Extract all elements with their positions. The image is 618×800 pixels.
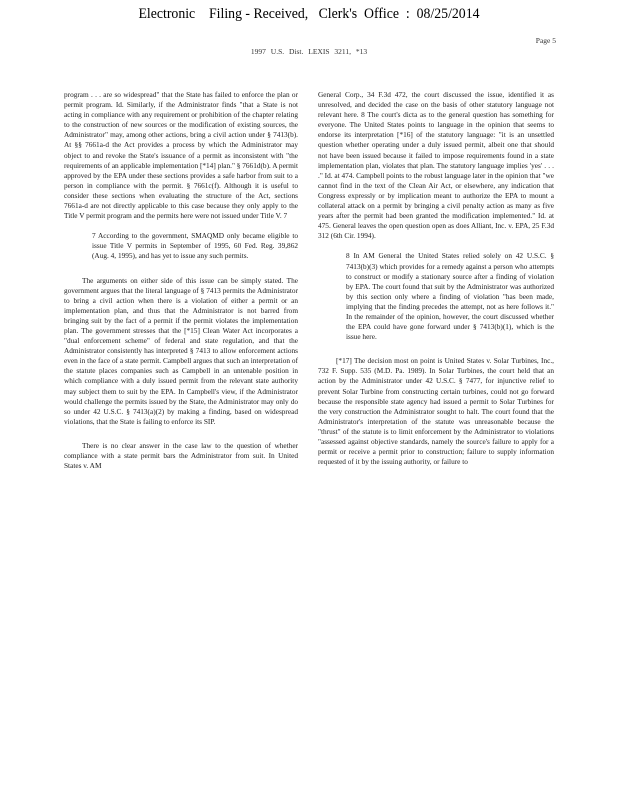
paragraph: The arguments on either side of this issue can be simply stated. The government argues that the literal language of § 7413 permits the Administrator to bring a civil action when there is a violation of either a permit or an implementation plan, and thus that the Administrator is not barred from bringing suit by the fact of a permit if the permit violates the implementation plan. The government stresses that the [*15] Clean Water Act incorporates a "dual enforcement scheme" of federal and state regulation, and that the Administrator consistently has interpreted § 7413 to allow enforcement actions even in the face of a state permit. Campbell argues that such an interpretation of the statute places companies such as Campbell in an untenable position in which compliance with a duly issued permit from the relevant state authority may subject them to suit by the EPA. In Campbell's view, if the Administrator would challenge the permits issued by the State, the Administrator may only do so under 42 U.S.C. § 7413(a)(2) by making a finding, based on widespread violations, that the State is failing to enforce its SIP. [64, 275, 298, 426]
paragraph: program . . . are so widespread" that the State has failed to enforce the plan or permit program. Id. Similarly, if the Administrator finds "that a State is not acting in compliance with any requirement or prohibition of the chapter relating to the construction of new sources or the modification of existing sources, the Administrator" may, among other actions, bring a civil action under § 7413(b). At §§ 7661a-d the Act provides a process by which the Administrator may object to and revoke the State's issuance of a permit as inconsistent with "the requirements of an applicable implementation [*14] plan." § 7661d(b). A permit approved by the EPA under these sections provides a safe harbor from suit to a person in compliance with the permit. § 7661c(f). Although it is useful to consider these sections when evaluating the structure of the Act, sections 7661a-d are not directly applicable to this case because they only apply to the Title V permit program and the permits here were not issued under Title V. 7 [64, 90, 298, 221]
spacer [64, 427, 298, 441]
case-citation: 1997 U.S. Dist. LEXIS 3211, *13 [250, 47, 368, 56]
paragraph: There is no clear answer in the case law to the question of whether compliance with a state permit bars the Administrator from suit. In United States v. AM [64, 440, 298, 471]
spacer [64, 221, 298, 231]
left-column [64, 90, 298, 471]
paragraph: [*17] The decision most on point is United States v. Solar Turbines, Inc., 732 F. Supp. 535 (M.D. Pa. 1989). In Solar Turbines, the court held that an action by the Administrator under 42 U.S.C. § 7477, for injunctive relief to prevent Solar Turbine from constructing certain turbines, could not go forward because the responsible state agency had issued a permit to Solar Turbines for the very construction the Administrator sought to halt. The court found that the Administrator's interpretation of the statute was unreasonable because the "thrust" of the statute is to limit enforcement by the Administrator to violations "assessed against objective standards, namely the source's failure to apply for a permit or receive a permit prior to construction; failure to supply information requested of it by the issuing authority, or failure to [318, 356, 554, 467]
footnote-8: 8 In AM General the United States relied solely on 42 U.S.C. § 7413(b)(3) which provides for a remedy against a person who attempts to construct or modify a stationary source after a finding of violation by EPA. The court found that suit by the Administrator was authorized by this section only where a finding of violation "has been made, implying that the finding precedes the attempt, not as here follows it." In the remainder of the opinion, however, the court discussed whether the EPA could have gone forward under § 7413(b)(1), which is the issue here. [346, 251, 554, 342]
spacer [318, 241, 554, 251]
footnote-7: 7 According to the government, SMAQMD only became eligible to issue Title V permits in September of 1995, 60 Fed. Reg. 39,862 (Aug. 4, 1995), and has yet to issue any such permits. [92, 231, 298, 261]
page-number: Page 5 [535, 36, 556, 45]
right-column [318, 90, 554, 467]
filing-stamp: Electronic Filing - Received, Clerk's Office : 08/25/2014 [138, 6, 480, 22]
spacer [318, 342, 554, 356]
paragraph: General Corp., 34 F.3d 472, the court discussed the issue, identified it as unresolved, and decided the case on the basis of other statutory language not relevant here. 8 The court's dicta as to the general question has something for everyone. The United States points to language in the opinion that seems to endorse its interpretation [*16] of the statutory language: "it is an unsettled question whether operating under a duly issued permit, albeit one that should not have been issued because it failed to impose requirements found in a state implementation plan, violates that plan. The statutory language implies 'yes' . . . ." Id. at 474. Campbell points to the robust language later in the opinion that "we cannot find in the text of the Clean Air Act, or elsewhere, any indication that Congress expressly or by implication meant to authorize the EPA to mount a collateral attack on a permit by bringing a civil penalty action as many as five years after the permit had been granted the modification implemented." Id. at 475. General leaves the open question open as does Alliant, Inc. v. EPA, 25 F.3d 312 (6th Cir. 1994). [318, 90, 554, 241]
spacer [64, 262, 298, 276]
